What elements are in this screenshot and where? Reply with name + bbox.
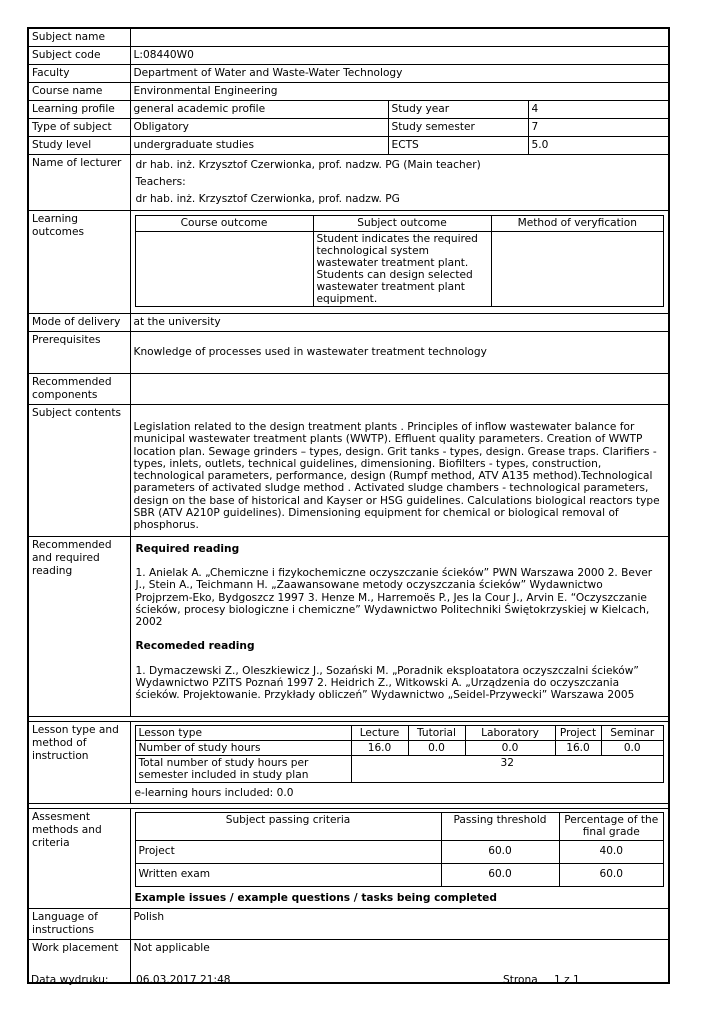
learning-profile-label: Learning profile [28, 101, 130, 119]
lesson-header-lecture: Lecture [351, 725, 408, 740]
lecturer-label: Name of lecturer [28, 155, 130, 211]
work-placement-label: Work placement [28, 939, 130, 983]
threshold-project: 60.0 [441, 840, 559, 863]
reading-label: Recommended and required reading [28, 536, 130, 716]
criteria-exam: Written exam [135, 863, 441, 886]
main-lecturer: dr hab. inż. Krzysztof Czerwionka, prof. nadzw. PG (Main teacher) [135, 159, 481, 171]
lesson-header-tutorial: Tutorial [408, 725, 465, 740]
assessment-cell [130, 808, 669, 908]
lesson-header-project: Project [555, 725, 601, 740]
assessment-header-threshold: Passing threshold [441, 812, 559, 840]
subject-code-label: Subject code [28, 47, 130, 65]
outcomes-table [135, 215, 665, 307]
subject-name-value [130, 28, 669, 47]
elearning-hours: e-learning hours included: 0.0 [134, 786, 294, 799]
study-year-label: Study year [388, 101, 528, 119]
percentage-exam: 60.0 [559, 863, 664, 886]
outcome-method-cell [491, 232, 664, 307]
required-reading-title: Required reading [135, 542, 240, 555]
print-date-label: Data wydruku: [31, 974, 109, 986]
total-hours-label: Total number of study hours per semester included in study plan [135, 755, 351, 782]
subject-contents-value: Legislation related to the design treatment plants . Principles of inflow wastewater balance for municipal wastewater treatment plants (WWTP). Effluent quality parameters. Creation of WWTP location plan. Sewage grinders – types, design. Grit tanks - types, design. Grease traps. Clarifiers - types, inlets, outlets, technical guidelines, dimensioning. Biofilters - types, construction, technological parameters, performance, design (Rumpf method, ATV A135 method).Technological parameters of activated sludge method . Activated sludge chambers - technological parameters, design on the base of historical and Kayser or HSG guidelines. Calculations biological reactors type SBR (ATV A210P guidelines). Dimensioning equipment for chemical or biological removal of phosphorus. [130, 405, 669, 537]
recommended-components-label: Recommended components [28, 374, 130, 405]
recommended-reading-title: Recomeded reading [135, 640, 255, 653]
ects-value: 5.0 [528, 137, 669, 155]
outcomes-header-method: Method of veryfication [491, 216, 664, 232]
assessment-header-percentage: Percentage of the final grade [559, 812, 664, 840]
learning-outcomes-cell [130, 211, 669, 314]
teachers-label: Teachers: [135, 176, 186, 188]
lesson-type-label: Lesson type and method of instruction [28, 721, 130, 803]
outcome-course-cell [135, 232, 313, 307]
lesson-header-seminar: Seminar [601, 725, 664, 740]
prerequisites-value: Knowledge of processes used in wastewater treatment technology [130, 332, 669, 374]
study-level-value: undergraduate studies [130, 137, 388, 155]
type-of-subject-label: Type of subject [28, 119, 130, 137]
outcomes-header-subject: Subject outcome [313, 216, 491, 232]
subject-code-value: L:08440W0 [130, 47, 669, 65]
study-hours-label: Number of study hours [135, 740, 351, 755]
course-name-value: Environmental Engineering [130, 83, 669, 101]
study-semester-value: 7 [528, 119, 669, 137]
lesson-table [135, 725, 665, 783]
lecturer-cell [130, 155, 669, 211]
page-number: 1 z 1 [554, 974, 580, 986]
work-placement-value: Not applicable [130, 939, 669, 983]
syllabus-table [27, 27, 670, 984]
study-semester-label: Study semester [388, 119, 528, 137]
percentage-project: 40.0 [559, 840, 664, 863]
lesson-header-laboratory: Laboratory [465, 725, 555, 740]
mode-of-delivery-value: at the university [130, 314, 669, 332]
page-label: Strona [503, 974, 538, 986]
assessment-header-criteria: Subject passing criteria [135, 812, 441, 840]
print-date-value: 06.03.2017 21:48 [136, 974, 231, 986]
prerequisites-label: Prerequisites [28, 332, 130, 374]
example-issues-heading: Example issues / example questions / tasks being completed [134, 891, 497, 904]
reading-cell [130, 536, 669, 716]
total-hours-value: 32 [351, 755, 664, 782]
outcome-subject-cell: Student indicates the required technological system wastewater treatment plant. Students can design selected wastewater treatment plant equipment. [313, 232, 491, 307]
required-reading-text: 1. Anielak A. „Chemiczne i fizykochemiczne oczyszczanie ścieków” PWN Warszawa 2000 2. Bever J., Stein A., Teichmann H. „Zaawansowane metody oczyszczania ścieków” Wydawnictwo Projprzem-Eko, Bydgoszcz 1997 3. Henze M., Harremoës P., Jes la Cour J., Arvin E. “Oczyszczanie ścieków, procesy biologiczne i chemiczne” Wydawnictwo Politechniki Świętokrzyskiej w Kielcach, 2002 [135, 566, 653, 629]
hours-project: 16.0 [555, 740, 601, 755]
faculty-value: Department of Water and Waste-Water Technology [130, 65, 669, 83]
threshold-exam: 60.0 [441, 863, 559, 886]
syllabus-page [27, 27, 670, 984]
ects-label: ECTS [388, 137, 528, 155]
learning-profile-value: general academic profile [130, 101, 388, 119]
language-label: Language of instructions [28, 908, 130, 939]
study-year-value: 4 [528, 101, 669, 119]
subject-name-label: Subject name [28, 28, 130, 47]
lesson-cell [130, 721, 669, 803]
hours-lecture: 16.0 [351, 740, 408, 755]
hours-tutorial: 0.0 [408, 740, 465, 755]
course-name-label: Course name [28, 83, 130, 101]
hours-laboratory: 0.0 [465, 740, 555, 755]
faculty-label: Faculty [28, 65, 130, 83]
assessment-table [135, 812, 665, 887]
learning-outcomes-label: Learning outcomes [28, 211, 130, 314]
outcomes-header-course: Course outcome [135, 216, 313, 232]
subject-contents-label: Subject contents [28, 405, 130, 537]
language-value: Polish [130, 908, 669, 939]
recommended-reading-text: 1. Dymaczewski Z., Oleszkiewicz J., Sozański M. „Poradnik eksploatatora oczyszczalni ścieków” Wydawnictwo PZITS Poznań 1997 2. Heidrich Z., Witkowski A. „Urządzenia do oczyszczania ścieków. Projektowanie. Przykłady obliczeń” Wydawnictwo „Seidel-Przywecki” Warszawa 2005 [135, 664, 639, 702]
criteria-project: Project [135, 840, 441, 863]
lesson-header-type: Lesson type [135, 725, 351, 740]
teachers-value: dr hab. inż. Krzysztof Czerwionka, prof. nadzw. PG [135, 193, 400, 205]
study-level-label: Study level [28, 137, 130, 155]
recommended-components-value [130, 374, 669, 405]
type-of-subject-value: Obligatory [130, 119, 388, 137]
mode-of-delivery-label: Mode of delivery [28, 314, 130, 332]
hours-seminar: 0.0 [601, 740, 664, 755]
assessment-label: Assesment methods and criteria [28, 808, 130, 908]
